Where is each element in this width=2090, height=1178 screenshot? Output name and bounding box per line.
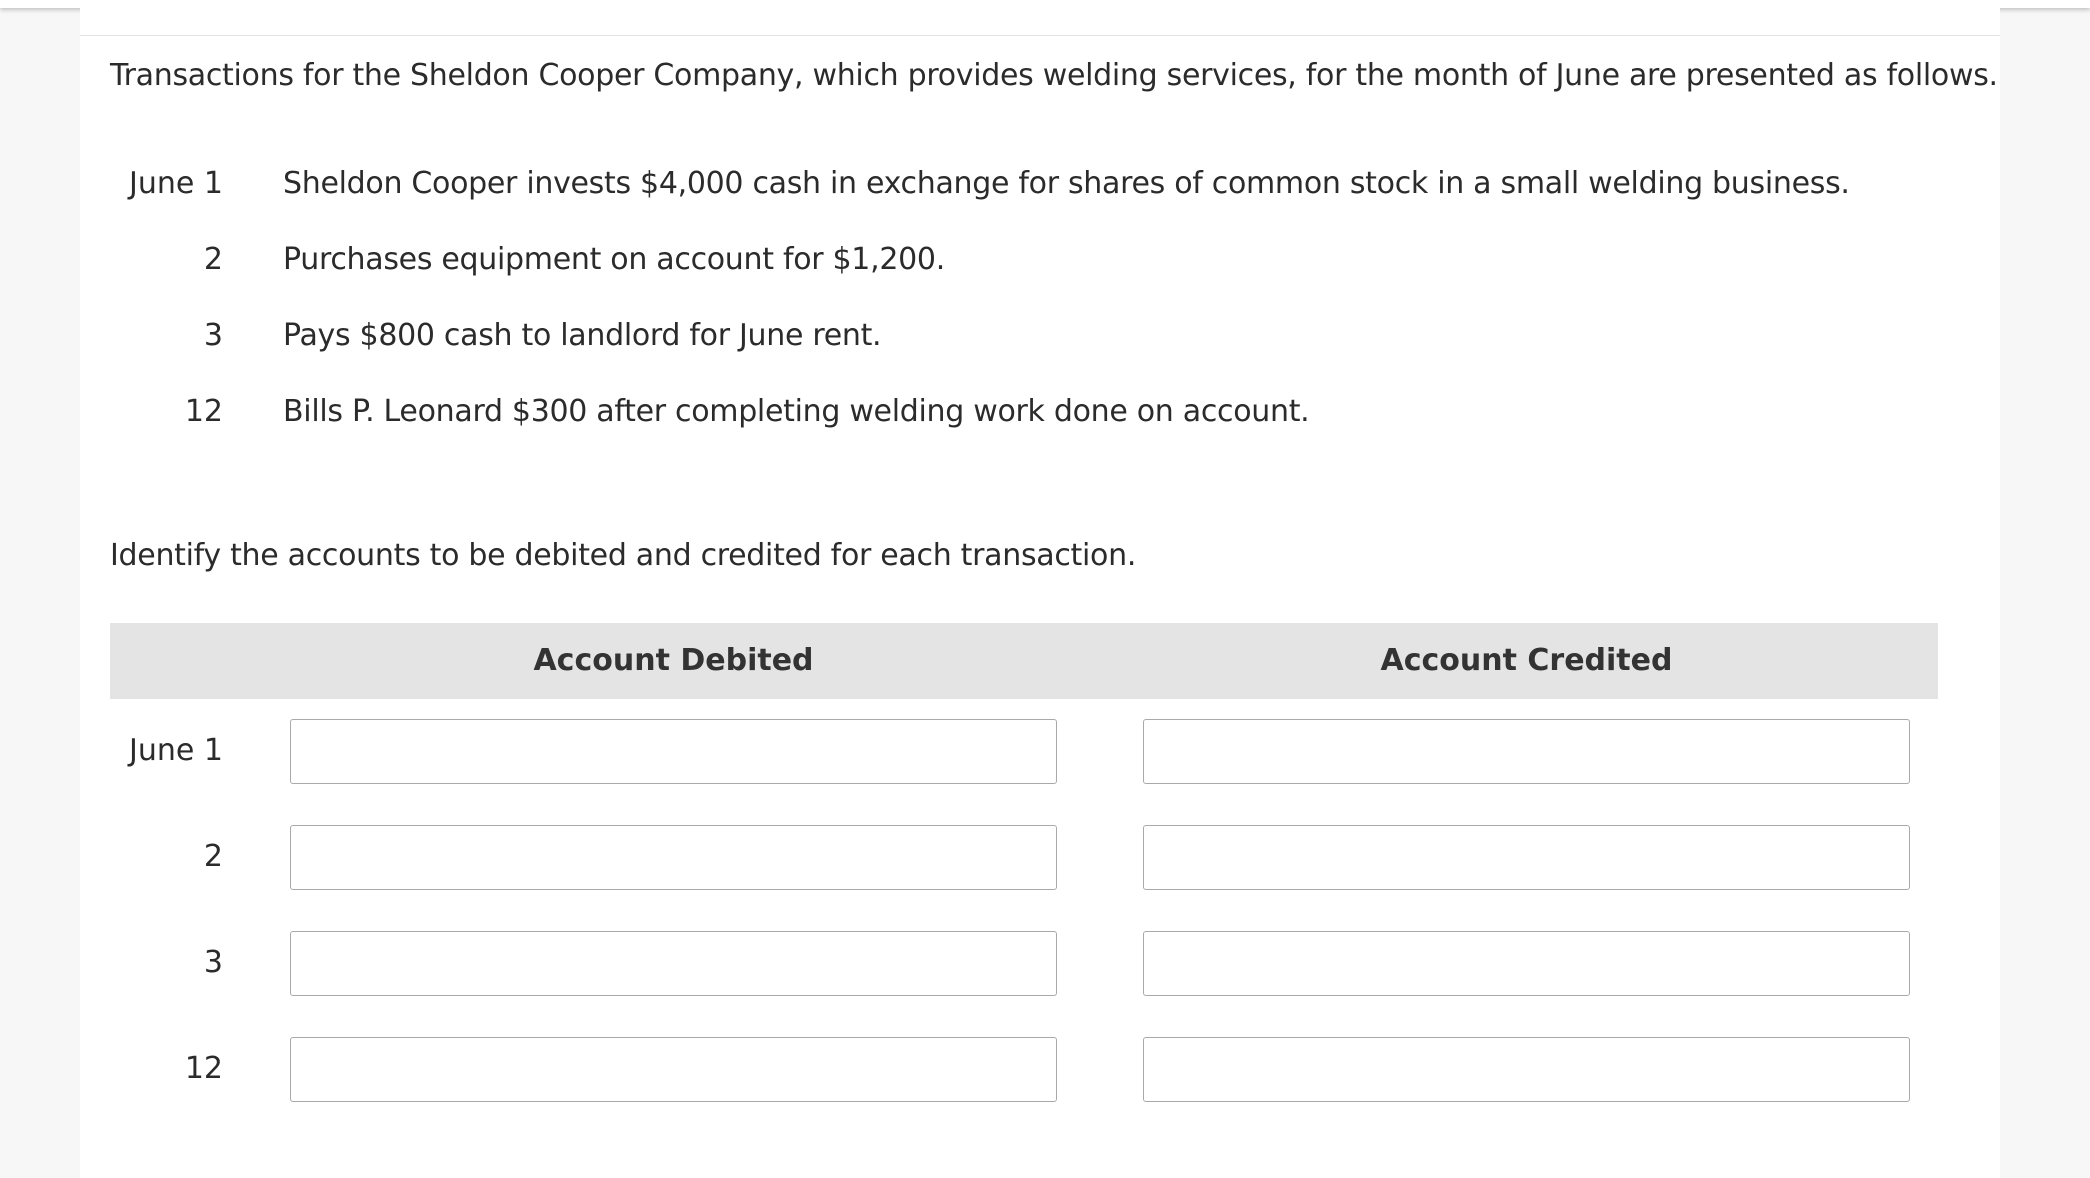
- problem-intro: Transactions for the Sheldon Cooper Company, which provides welding services, for the month of June are presented as follows.: [110, 58, 1998, 93]
- answer-row-june-1: [110, 699, 1938, 805]
- account-credited-header: Account Credited: [1380, 643, 1673, 678]
- transaction-date: 2: [203, 242, 223, 277]
- answer-row-3: [110, 911, 1938, 1017]
- row-date: June 1: [129, 733, 223, 768]
- row-date: 2: [203, 839, 223, 874]
- account-debited-input[interactable]: [290, 931, 1057, 996]
- transaction-row: [110, 236, 1970, 312]
- account-debited-input[interactable]: [290, 825, 1057, 890]
- transaction-date: 12: [184, 394, 223, 429]
- transaction-description: Pays $800 cash to landlord for June rent.: [283, 318, 882, 353]
- row-date: 12: [184, 1051, 223, 1086]
- answer-row-12: [110, 1017, 1938, 1123]
- transaction-description: Sheldon Cooper invests $4,000 cash in exchange for shares of common stock in a small welding business.: [283, 166, 1850, 201]
- transaction-description: Bills P. Leonard $300 after completing welding work done on account.: [283, 394, 1310, 429]
- instruction-text: Identify the accounts to be debited and credited for each transaction.: [110, 538, 1137, 573]
- top-bar: [0, 0, 2090, 8]
- answer-table: [110, 623, 1938, 1123]
- account-debited-input[interactable]: [290, 1037, 1057, 1102]
- account-credited-input[interactable]: [1143, 1037, 1910, 1102]
- account-credited-input[interactable]: [1143, 825, 1910, 890]
- transaction-row: [110, 388, 1970, 464]
- transaction-row: [110, 160, 1970, 236]
- answer-row-2: [110, 805, 1938, 911]
- answer-table-header: [110, 623, 1938, 699]
- account-debited-header: Account Debited: [533, 643, 814, 678]
- account-credited-input[interactable]: [1143, 719, 1910, 784]
- transaction-list: [110, 160, 1970, 464]
- account-debited-input[interactable]: [290, 719, 1057, 784]
- row-date: 3: [203, 945, 223, 980]
- account-credited-input[interactable]: [1143, 931, 1910, 996]
- transaction-description: Purchases equipment on account for $1,200.: [283, 242, 945, 277]
- transaction-date: June 1: [129, 166, 223, 201]
- divider: [80, 35, 2000, 36]
- question-card: [80, 8, 2000, 1178]
- transaction-row: [110, 312, 1970, 388]
- transaction-date: 3: [203, 318, 223, 353]
